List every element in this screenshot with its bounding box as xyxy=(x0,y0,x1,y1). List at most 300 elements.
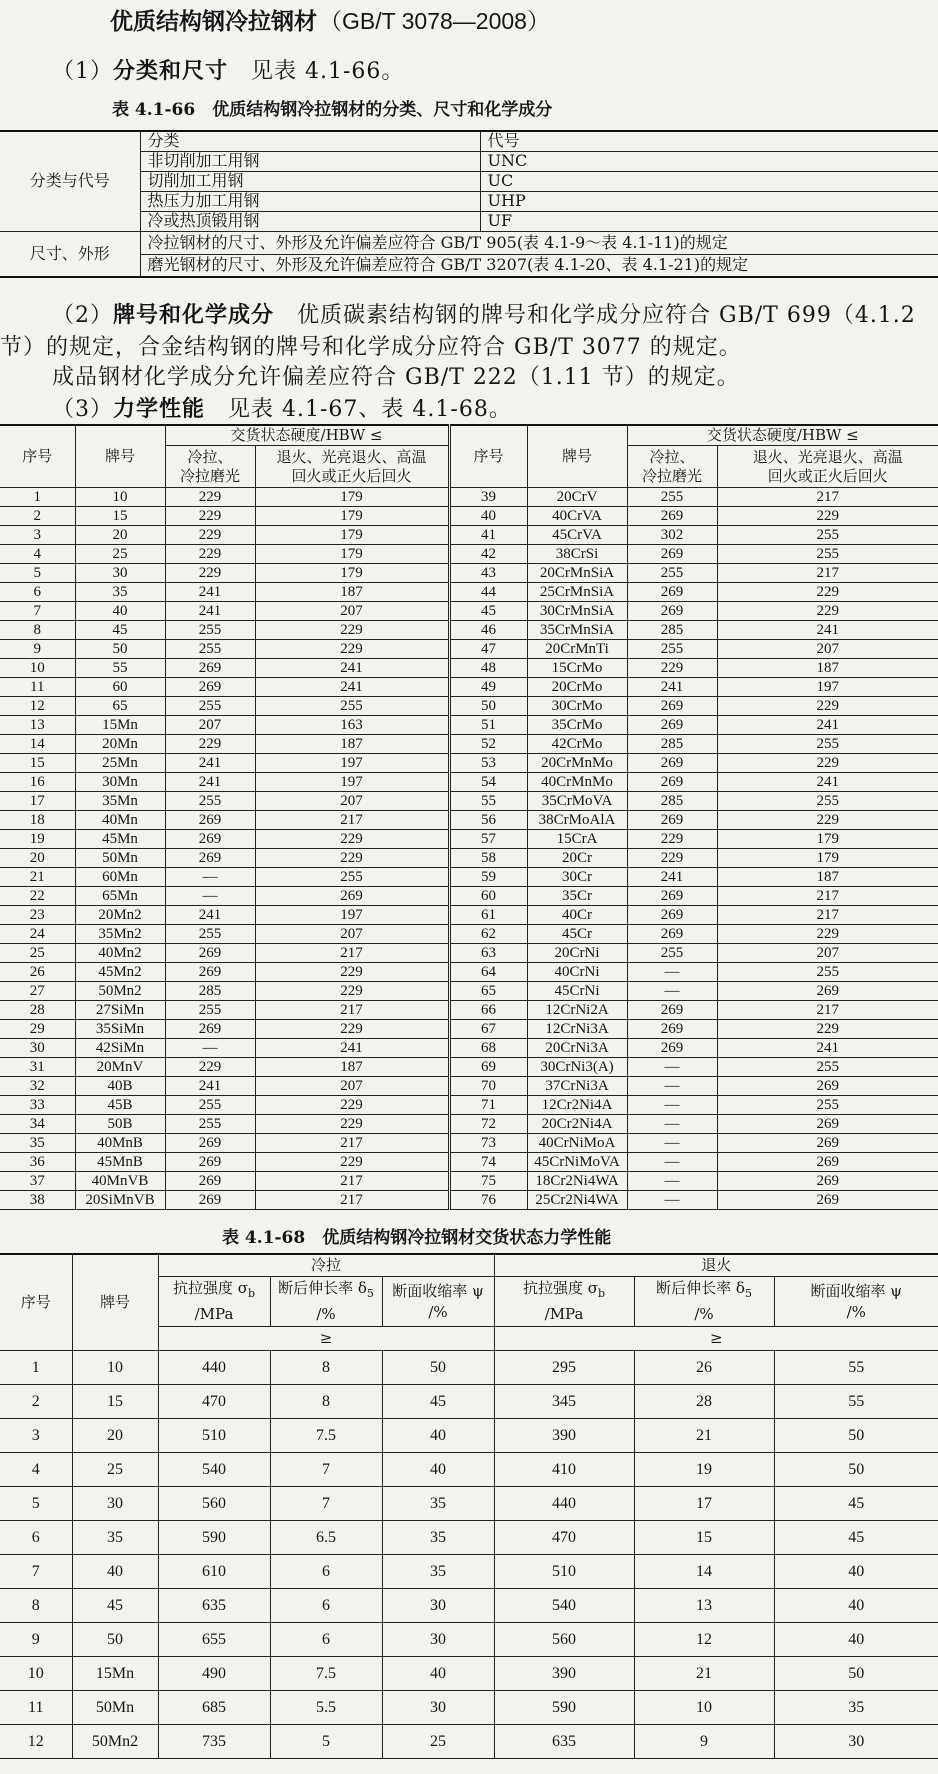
header-cold-drawn xyxy=(627,446,717,488)
grade-cell: 45Cr xyxy=(527,925,627,944)
row-number-cell: 39 xyxy=(449,488,527,507)
grade-cell: 65Mn xyxy=(75,887,165,906)
hardness-cold-drawn-cell: 269 xyxy=(627,697,717,716)
group-size-cell: 尺寸、外形 xyxy=(0,231,140,277)
grade-cell: 35 xyxy=(72,1521,158,1555)
row-number-cell: 4 xyxy=(0,545,75,564)
row-number-cell: 70 xyxy=(449,1077,527,1096)
annealed-reduction-of-area-cell: 40 xyxy=(774,1555,938,1589)
row-number-cell: 8 xyxy=(0,621,75,640)
grade-cell: 15CrA xyxy=(527,830,627,849)
table-row xyxy=(0,944,938,963)
hardness-cold-drawn-cell: — xyxy=(627,963,717,982)
grade-cell: 50B xyxy=(75,1115,165,1134)
cold-tensile-strength-cell: 635 xyxy=(158,1589,270,1623)
hardness-cold-drawn-cell: 255 xyxy=(627,944,717,963)
row-number-cell: 52 xyxy=(449,735,527,754)
grade-cell: 45 xyxy=(75,621,165,640)
table-row xyxy=(0,602,938,621)
section-2-number: （2） xyxy=(52,303,113,328)
hardness-cold-drawn-cell: 255 xyxy=(165,925,255,944)
row-number-cell: 28 xyxy=(0,1001,75,1020)
classification-table xyxy=(0,130,938,278)
header-grade: 牌号 xyxy=(72,1254,158,1351)
table-row xyxy=(0,640,938,659)
hardness-annealed-cell: 217 xyxy=(255,1191,449,1210)
hardness-annealed-cell: 229 xyxy=(255,1153,449,1172)
hardness-cold-drawn-cell: 229 xyxy=(165,735,255,754)
class-name-cell: 切削加工用钢 xyxy=(140,171,480,191)
row-number-cell: 26 xyxy=(0,963,75,982)
table-row xyxy=(0,1153,938,1172)
row-number-cell: 21 xyxy=(0,868,75,887)
hardness-cold-drawn-cell: 269 xyxy=(627,1001,717,1020)
header-cold-drawn: 冷拉 xyxy=(158,1254,494,1277)
class-name-cell: 热压力加工用钢 xyxy=(140,191,480,211)
hardness-annealed-cell: 269 xyxy=(717,1153,938,1172)
hardness-annealed-cell: 197 xyxy=(255,906,449,925)
annealed-tensile-strength-cell: 635 xyxy=(494,1725,634,1759)
hardness-cold-drawn-cell: 229 xyxy=(627,830,717,849)
table-row xyxy=(0,792,938,811)
hardness-cold-drawn-cell: — xyxy=(165,887,255,906)
hardness-annealed-cell: 207 xyxy=(717,944,938,963)
grade-cell: 20Cr2Ni4A xyxy=(527,1115,627,1134)
cold-tensile-strength-cell: 590 xyxy=(158,1521,270,1555)
table-row xyxy=(0,1725,938,1759)
cold-reduction-of-area-cell: 40 xyxy=(382,1657,494,1691)
row-number-cell: 63 xyxy=(449,944,527,963)
hardness-cold-drawn-cell: — xyxy=(627,982,717,1001)
hardness-annealed-cell: 217 xyxy=(255,811,449,830)
annealed-tensile-strength-cell: 560 xyxy=(494,1623,634,1657)
header-label-text: 抗拉强度 σ xyxy=(172,1279,248,1297)
row-number-cell: 7 xyxy=(0,1555,72,1589)
row-number-cell: 7 xyxy=(0,602,75,621)
grade-cell: 20CrNi xyxy=(527,944,627,963)
hardness-annealed-cell: 197 xyxy=(255,754,449,773)
annealed-reduction-of-area-cell: 55 xyxy=(774,1351,938,1385)
grade-cell: 20Mn xyxy=(75,735,165,754)
grade-cell: 40MnB xyxy=(75,1134,165,1153)
hardness-annealed-cell: 255 xyxy=(255,697,449,716)
hardness-cold-drawn-cell: 269 xyxy=(165,811,255,830)
section-2-text-1: 优质碳素结构钢的牌号和化学成分应符合 GB/T 699（4.1.2 xyxy=(274,303,916,328)
hardness-cold-drawn-cell: — xyxy=(165,868,255,887)
annealed-reduction-of-area-cell: 40 xyxy=(774,1589,938,1623)
grade-cell: 35CrMnSiA xyxy=(527,621,627,640)
row-number-cell: 36 xyxy=(0,1153,75,1172)
mechanical-properties-table xyxy=(0,1253,938,1759)
grade-cell: 40CrNi xyxy=(527,963,627,982)
cold-elongation-cell: 5.5 xyxy=(270,1691,382,1725)
table-row xyxy=(0,583,938,602)
class-code-cell: UHP xyxy=(480,191,938,211)
annealed-reduction-of-area-cell: 50 xyxy=(774,1657,938,1691)
grade-cell: 35SiMn xyxy=(75,1020,165,1039)
class-code-cell: UF xyxy=(480,211,938,231)
section-2-heading: 牌号和化学成分 xyxy=(113,302,275,328)
hardness-cold-drawn-cell: 269 xyxy=(165,830,255,849)
hardness-annealed-cell: 241 xyxy=(717,1039,938,1058)
annealed-elongation-cell: 21 xyxy=(634,1657,774,1691)
hardness-cold-drawn-cell: 255 xyxy=(165,1115,255,1134)
grade-cell: 45CrVA xyxy=(527,526,627,545)
hardness-cold-drawn-cell: 285 xyxy=(627,621,717,640)
hardness-annealed-cell: 179 xyxy=(717,830,938,849)
table-row xyxy=(0,254,938,277)
row-number-cell: 62 xyxy=(449,925,527,944)
header-annealed-line: 退火、光亮退火、高温 xyxy=(752,447,903,466)
grade-cell: 42SiMn xyxy=(75,1039,165,1058)
row-number-cell: 18 xyxy=(0,811,75,830)
header-label xyxy=(271,1278,382,1304)
hardness-cold-drawn-cell: 255 xyxy=(165,1096,255,1115)
header-unit: /% xyxy=(316,1305,336,1323)
grade-cell: 15 xyxy=(72,1385,158,1419)
table-row xyxy=(0,1039,938,1058)
cold-elongation-cell: 5 xyxy=(270,1725,382,1759)
grade-cell: 50Mn xyxy=(72,1691,158,1725)
cold-tensile-strength-cell: 510 xyxy=(158,1419,270,1453)
grade-cell: 50 xyxy=(75,640,165,659)
grade-cell: 35Cr xyxy=(527,887,627,906)
hardness-annealed-cell: 217 xyxy=(255,1172,449,1191)
row-number-cell: 59 xyxy=(449,868,527,887)
cold-elongation-cell: 6 xyxy=(270,1555,382,1589)
header-grade: 牌号 xyxy=(527,425,627,488)
annealed-elongation-cell: 15 xyxy=(634,1521,774,1555)
grade-cell: 50 xyxy=(72,1623,158,1657)
row-number-cell: 61 xyxy=(449,906,527,925)
annealed-tensile-strength-cell: 295 xyxy=(494,1351,634,1385)
hardness-cold-drawn-cell: 255 xyxy=(165,640,255,659)
grade-cell: 65 xyxy=(75,697,165,716)
hardness-annealed-cell: 229 xyxy=(717,811,938,830)
row-number-cell: 10 xyxy=(0,1657,72,1691)
grade-cell: 38CrSi xyxy=(527,545,627,564)
grade-cell: 30CrMnSiA xyxy=(527,602,627,621)
hardness-cold-drawn-cell: 241 xyxy=(165,583,255,602)
hardness-cold-drawn-cell: 269 xyxy=(627,545,717,564)
cold-reduction-of-area-cell: 45 xyxy=(382,1385,494,1419)
row-number-cell: 1 xyxy=(0,488,75,507)
row-number-cell: 54 xyxy=(449,773,527,792)
hardness-cold-drawn-cell: 269 xyxy=(627,925,717,944)
hardness-annealed-cell: 187 xyxy=(255,1058,449,1077)
annealed-reduction-of-area-cell: 45 xyxy=(774,1487,938,1521)
cold-reduction-of-area-cell: 30 xyxy=(382,1691,494,1725)
hardness-annealed-cell: 179 xyxy=(255,488,449,507)
annealed-elongation-cell: 17 xyxy=(634,1487,774,1521)
header-minimum: ≥ xyxy=(494,1327,938,1351)
grade-cell: 20CrNi3A xyxy=(527,1039,627,1058)
annealed-tensile-strength-cell: 440 xyxy=(494,1487,634,1521)
row-number-cell: 13 xyxy=(0,716,75,735)
cold-reduction-of-area-cell: 40 xyxy=(382,1453,494,1487)
row-number-cell: 55 xyxy=(449,792,527,811)
grade-cell: 25 xyxy=(75,545,165,564)
row-number-cell: 30 xyxy=(0,1039,75,1058)
annealed-elongation-cell: 14 xyxy=(634,1555,774,1589)
row-number-cell: 12 xyxy=(0,697,75,716)
grade-cell: 20Cr xyxy=(527,849,627,868)
section-1-heading: 分类和尺寸 xyxy=(113,58,229,84)
grade-cell: 25 xyxy=(72,1453,158,1487)
annealed-elongation-cell: 9 xyxy=(634,1725,774,1759)
hardness-annealed-cell: 229 xyxy=(255,1115,449,1134)
grade-cell: 38CrMoAlA xyxy=(527,811,627,830)
title-name: 优质结构钢冷拉钢材 xyxy=(110,8,317,35)
hardness-annealed-cell: 255 xyxy=(717,963,938,982)
table-row xyxy=(0,678,938,697)
annealed-reduction-of-area-cell: 30 xyxy=(774,1725,938,1759)
grade-cell: 25Cr2Ni4WA xyxy=(527,1191,627,1210)
annealed-tensile-strength-cell: 470 xyxy=(494,1521,634,1555)
annealed-reduction-of-area-cell: 50 xyxy=(774,1419,938,1453)
row-number-cell: 72 xyxy=(449,1115,527,1134)
hardness-cold-drawn-cell: 269 xyxy=(627,811,717,830)
hardness-annealed-cell: 229 xyxy=(717,507,938,526)
hardness-cold-drawn-cell: 207 xyxy=(165,716,255,735)
table-row xyxy=(0,1453,938,1487)
annealed-tensile-strength-cell: 590 xyxy=(494,1691,634,1725)
hardness-cold-drawn-cell: — xyxy=(627,1077,717,1096)
hardness-cold-drawn-cell: 269 xyxy=(627,1039,717,1058)
cold-elongation-cell: 7.5 xyxy=(270,1419,382,1453)
hardness-annealed-cell: 241 xyxy=(717,621,938,640)
table-row xyxy=(0,754,938,773)
cold-elongation-cell: 7 xyxy=(270,1487,382,1521)
table-row xyxy=(0,1623,938,1657)
row-number-cell: 10 xyxy=(0,659,75,678)
annealed-tensile-strength-cell: 390 xyxy=(494,1419,634,1453)
hardness-annealed-cell: 179 xyxy=(255,526,449,545)
row-number-cell: 14 xyxy=(0,735,75,754)
row-number-cell: 45 xyxy=(449,602,527,621)
row-number-cell: 25 xyxy=(0,944,75,963)
row-number-cell: 51 xyxy=(449,716,527,735)
hardness-annealed-cell: 255 xyxy=(717,526,938,545)
row-number-cell: 42 xyxy=(449,545,527,564)
table-row xyxy=(0,1096,938,1115)
hardness-annealed-cell: 179 xyxy=(255,564,449,583)
grade-cell: 45MnB xyxy=(75,1153,165,1172)
table-66-caption: 表 4.1-66 优质结构钢冷拉钢材的分类、尺寸和化学成分 xyxy=(112,100,553,120)
hardness-cold-drawn-cell: 255 xyxy=(165,621,255,640)
hardness-cold-drawn-cell: 285 xyxy=(627,792,717,811)
hardness-annealed-cell: 217 xyxy=(717,564,938,583)
row-number-cell: 20 xyxy=(0,849,75,868)
header-unit: /% xyxy=(694,1305,714,1323)
hardness-cold-drawn-cell: 269 xyxy=(165,1172,255,1191)
grade-cell: 42CrMo xyxy=(527,735,627,754)
hardness-annealed-cell: 241 xyxy=(255,678,449,697)
grade-cell: 60 xyxy=(75,678,165,697)
grade-cell: 20Mn2 xyxy=(75,906,165,925)
row-number-cell: 33 xyxy=(0,1096,75,1115)
row-number-cell: 66 xyxy=(449,1001,527,1020)
hardness-annealed-cell: 255 xyxy=(717,545,938,564)
annealed-elongation-cell: 10 xyxy=(634,1691,774,1725)
row-number-cell: 2 xyxy=(0,507,75,526)
header-code: 代号 xyxy=(480,131,938,151)
header-reduction-of-area xyxy=(382,1277,494,1327)
grade-cell: 50Mn2 xyxy=(75,982,165,1001)
grade-cell: 20 xyxy=(72,1419,158,1453)
header-reduction-of-area xyxy=(774,1277,938,1327)
table-row xyxy=(0,545,938,564)
table-row xyxy=(0,906,938,925)
hardness-cold-drawn-cell: 269 xyxy=(165,1191,255,1210)
header-label xyxy=(635,1278,774,1304)
hardness-annealed-cell: 269 xyxy=(717,982,938,1001)
row-number-cell: 50 xyxy=(449,697,527,716)
header-row xyxy=(0,1254,938,1277)
header-annealed xyxy=(717,446,938,488)
hardness-annealed-cell: 229 xyxy=(717,925,938,944)
row-number-cell: 48 xyxy=(449,659,527,678)
header-tensile-strength xyxy=(494,1277,634,1327)
row-number-cell: 65 xyxy=(449,982,527,1001)
annealed-elongation-cell: 21 xyxy=(634,1419,774,1453)
class-code-cell: UNC xyxy=(480,151,938,171)
row-number-cell: 16 xyxy=(0,773,75,792)
table-row xyxy=(0,1521,938,1555)
hardness-cold-drawn-cell: 241 xyxy=(165,1077,255,1096)
hardness-table xyxy=(0,424,938,1210)
table-row xyxy=(0,1385,938,1419)
hardness-cold-drawn-cell: 269 xyxy=(627,716,717,735)
hardness-annealed-cell: 229 xyxy=(717,697,938,716)
grade-cell: 25CrMnSiA xyxy=(527,583,627,602)
header-annealed-line: 退火、光亮退火、高温 xyxy=(276,447,427,466)
cold-reduction-of-area-cell: 50 xyxy=(382,1351,494,1385)
title-standard: （GB/T 3078—2008） xyxy=(319,8,550,34)
row-number-cell: 24 xyxy=(0,925,75,944)
header-annealed-line: 回火或正火后回火 xyxy=(291,466,412,485)
header-label-text: 抗拉强度 σ xyxy=(523,1279,599,1297)
hardness-annealed-cell: 229 xyxy=(717,1020,938,1039)
hardness-cold-drawn-cell: 255 xyxy=(627,488,717,507)
hardness-annealed-cell: 229 xyxy=(255,1096,449,1115)
header-cold-drawn-line: 冷拉磨光 xyxy=(642,466,703,485)
cold-reduction-of-area-cell: 30 xyxy=(382,1589,494,1623)
hardness-cold-drawn-cell: 302 xyxy=(627,526,717,545)
hardness-annealed-cell: 217 xyxy=(255,944,449,963)
grade-cell: 60Mn xyxy=(75,868,165,887)
grade-cell: 55 xyxy=(75,659,165,678)
header-label-sub: 5 xyxy=(366,1287,374,1300)
hardness-annealed-cell: 229 xyxy=(717,754,938,773)
hardness-annealed-cell: 217 xyxy=(717,887,938,906)
annealed-reduction-of-area-cell: 40 xyxy=(774,1623,938,1657)
grade-cell: 30Cr xyxy=(527,868,627,887)
table-row xyxy=(0,1020,938,1039)
cold-elongation-cell: 7.5 xyxy=(270,1657,382,1691)
hardness-annealed-cell: 241 xyxy=(717,773,938,792)
hardness-annealed-cell: 229 xyxy=(255,640,449,659)
row-number-cell: 57 xyxy=(449,830,527,849)
grade-cell: 15Mn xyxy=(72,1657,158,1691)
row-number-cell: 75 xyxy=(449,1172,527,1191)
table-row xyxy=(0,887,938,906)
grade-cell: 45B xyxy=(75,1096,165,1115)
hardness-cold-drawn-cell: 285 xyxy=(165,982,255,1001)
table-row xyxy=(0,1419,938,1453)
hardness-cold-drawn-cell: 241 xyxy=(627,868,717,887)
row-number-cell: 1 xyxy=(0,1351,72,1385)
table-row xyxy=(0,735,938,754)
row-number-cell: 9 xyxy=(0,640,75,659)
grade-cell: 20CrV xyxy=(527,488,627,507)
header-no: 序号 xyxy=(0,425,75,488)
row-number-cell: 37 xyxy=(0,1172,75,1191)
row-number-cell: 38 xyxy=(0,1191,75,1210)
hardness-cold-drawn-cell: 269 xyxy=(627,583,717,602)
hardness-annealed-cell: 179 xyxy=(255,545,449,564)
table-row xyxy=(0,659,938,678)
row-number-cell: 9 xyxy=(0,1623,72,1657)
table-row xyxy=(0,1589,938,1623)
hardness-cold-drawn-cell: 241 xyxy=(627,678,717,697)
grade-cell: 37CrNi3A xyxy=(527,1077,627,1096)
header-elongation xyxy=(270,1277,382,1327)
row-number-cell: 56 xyxy=(449,811,527,830)
row-number-cell: 27 xyxy=(0,982,75,1001)
hardness-cold-drawn-cell: — xyxy=(165,1039,255,1058)
hardness-annealed-cell: 229 xyxy=(255,830,449,849)
table-row xyxy=(0,773,938,792)
grade-cell: 40CrMnMo xyxy=(527,773,627,792)
hardness-annealed-cell: 207 xyxy=(255,1077,449,1096)
grade-cell: 45Mn2 xyxy=(75,963,165,982)
row-number-cell: 73 xyxy=(449,1134,527,1153)
hardness-annealed-cell: 187 xyxy=(717,868,938,887)
grade-cell: 35CrMo xyxy=(527,716,627,735)
row-number-cell: 71 xyxy=(449,1096,527,1115)
section-2-line-2: 节）的规定，合金结构钢的牌号和化学成分应符合 GB/T 3077 的规定。 xyxy=(0,335,742,360)
grade-cell: 25Mn xyxy=(75,754,165,773)
hardness-cold-drawn-cell: 229 xyxy=(165,564,255,583)
annealed-elongation-cell: 28 xyxy=(634,1385,774,1419)
grade-cell: 12Cr2Ni4A xyxy=(527,1096,627,1115)
cold-tensile-strength-cell: 560 xyxy=(158,1487,270,1521)
row-number-cell: 17 xyxy=(0,792,75,811)
row-number-cell: 67 xyxy=(449,1020,527,1039)
hardness-cold-drawn-cell: 269 xyxy=(165,1134,255,1153)
header-cold-drawn-line: 冷拉磨光 xyxy=(179,466,240,485)
size-rule-cell: 冷拉钢材的尺寸、外形及允许偏差应符合 GB/T 905(表 4.1-9～表 4.1-11)的规定 xyxy=(140,231,938,254)
hardness-annealed-cell: 269 xyxy=(255,887,449,906)
cold-tensile-strength-cell: 655 xyxy=(158,1623,270,1657)
hardness-cold-drawn-cell: 229 xyxy=(165,507,255,526)
header-unit: /MPa xyxy=(194,1305,234,1323)
table-row xyxy=(0,171,938,191)
cold-tensile-strength-cell: 470 xyxy=(158,1385,270,1419)
hardness-table-body xyxy=(0,488,938,1210)
hardness-cold-drawn-cell: 255 xyxy=(165,792,255,811)
table-row xyxy=(0,830,938,849)
hardness-cold-drawn-cell: 269 xyxy=(165,944,255,963)
hardness-cold-drawn-cell: 241 xyxy=(165,906,255,925)
table-row xyxy=(0,1555,938,1589)
grade-cell: 40CrNiMoA xyxy=(527,1134,627,1153)
row-number-cell: 29 xyxy=(0,1020,75,1039)
hardness-annealed-cell: 229 xyxy=(717,583,938,602)
header-row xyxy=(0,425,938,446)
row-number-cell: 5 xyxy=(0,564,75,583)
